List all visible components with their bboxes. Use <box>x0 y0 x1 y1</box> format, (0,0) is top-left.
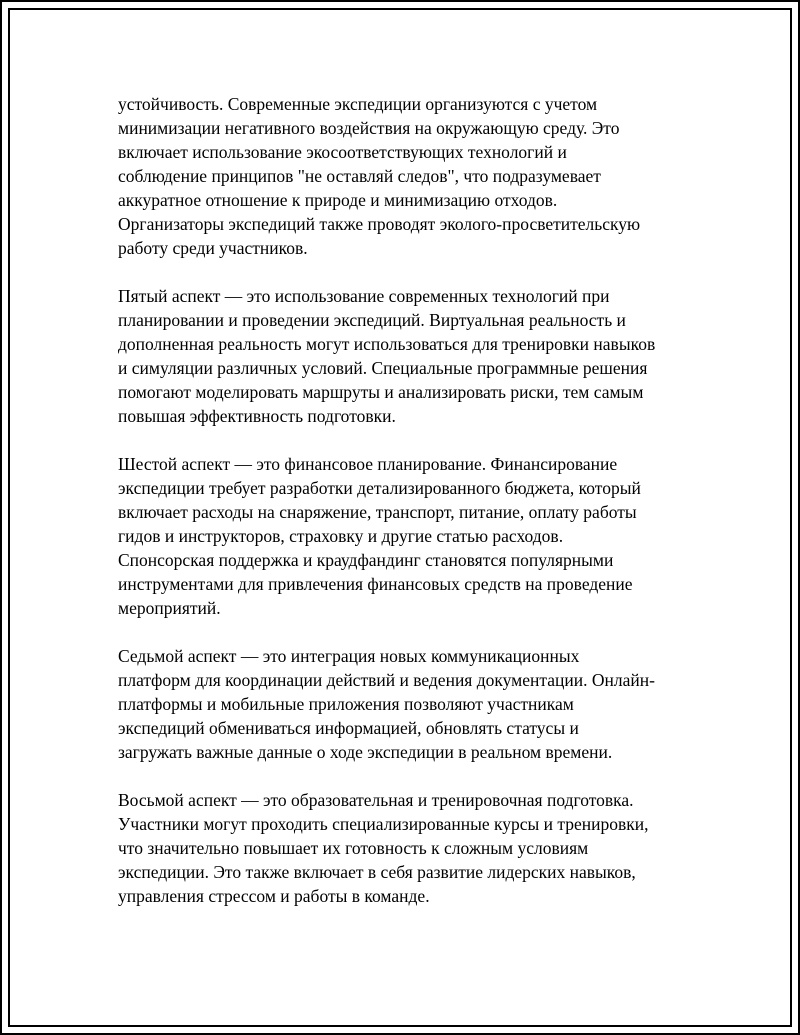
document-body <box>118 92 698 932</box>
paragraph-line: соблюдение принципов "не оставляй следов", что подразумевает <box>118 166 601 186</box>
paragraph-line: включает использование экосоответствующих технологий и <box>118 142 567 162</box>
paragraph-line: Седьмой аспект — это интеграция новых коммуникационных <box>118 646 580 666</box>
paragraph-line: Шестой аспект — это финансовое планирование. Финансирование <box>118 454 618 474</box>
paragraph-5 <box>118 788 698 908</box>
paragraph-line: загружать важные данные о ходе экспедиции в реальном времени. <box>118 742 613 762</box>
paragraph-line: помогают моделировать маршруты и анализировать риски, тем самым <box>118 382 644 402</box>
paragraph-line: работу среди участников. <box>118 238 308 258</box>
paragraph-line: Пятый аспект — это использование современных технологий при <box>118 286 610 306</box>
paragraph-line: мероприятий. <box>118 598 221 618</box>
paragraph-line: экспедиций обмениваться информацией, обновлять статусы и <box>118 718 579 738</box>
paragraph-line: минимизации негативного воздействия на окружающую среду. Это <box>118 118 620 138</box>
paragraph-line: гидов и инструкторов, страховку и другие статью расходов. <box>118 526 564 546</box>
paragraph-line: планировании и проведении экспедиций. Виртуальная реальность и <box>118 310 626 330</box>
paragraph-3 <box>118 452 698 620</box>
paragraph-line: Организаторы экспедиций также проводят эколого-просветительскую <box>118 214 641 234</box>
paragraph-line: экспедиции требует разработки детализированного бюджета, который <box>118 478 641 498</box>
paragraph-line: дополненная реальность могут использоваться для тренировки навыков <box>118 334 656 354</box>
paragraph-line: инструментами для привлечения финансовых средств на проведение <box>118 574 633 594</box>
paragraph-line: включает расходы на снаряжение, транспорт, питание, оплату работы <box>118 502 637 522</box>
paragraph-line: Участники могут проходить специализированные курсы и тренировки, <box>118 814 649 834</box>
paragraph-line: Спонсорская поддержка и краудфандинг становятся популярными <box>118 550 614 570</box>
paragraph-line: и симуляции различных условий. Специальные программные решения <box>118 358 648 378</box>
paragraph-1 <box>118 92 698 260</box>
paragraph-2 <box>118 284 698 428</box>
paragraph-4 <box>118 644 698 764</box>
paragraph-line: платформ для координации действий и ведения документации. Онлайн- <box>118 670 655 690</box>
paragraph-line: управления стрессом и работы в команде. <box>118 886 430 906</box>
paragraph-line: повышая эффективность подготовки. <box>118 406 396 426</box>
paragraph-line: устойчивость. Современные экспедиции организуются с учетом <box>118 94 598 114</box>
paragraph-line: аккуратное отношение к природе и минимизацию отходов. <box>118 190 558 210</box>
paragraph-line: экспедиции. Это также включает в себя развитие лидерских навыков, <box>118 862 636 882</box>
paragraph-line: Восьмой аспект — это образовательная и тренировочная подготовка. <box>118 790 634 810</box>
paragraph-line: платформы и мобильные приложения позволяют участникам <box>118 694 574 714</box>
paragraph-line: что значительно повышает их готовность к сложным условиям <box>118 838 589 858</box>
